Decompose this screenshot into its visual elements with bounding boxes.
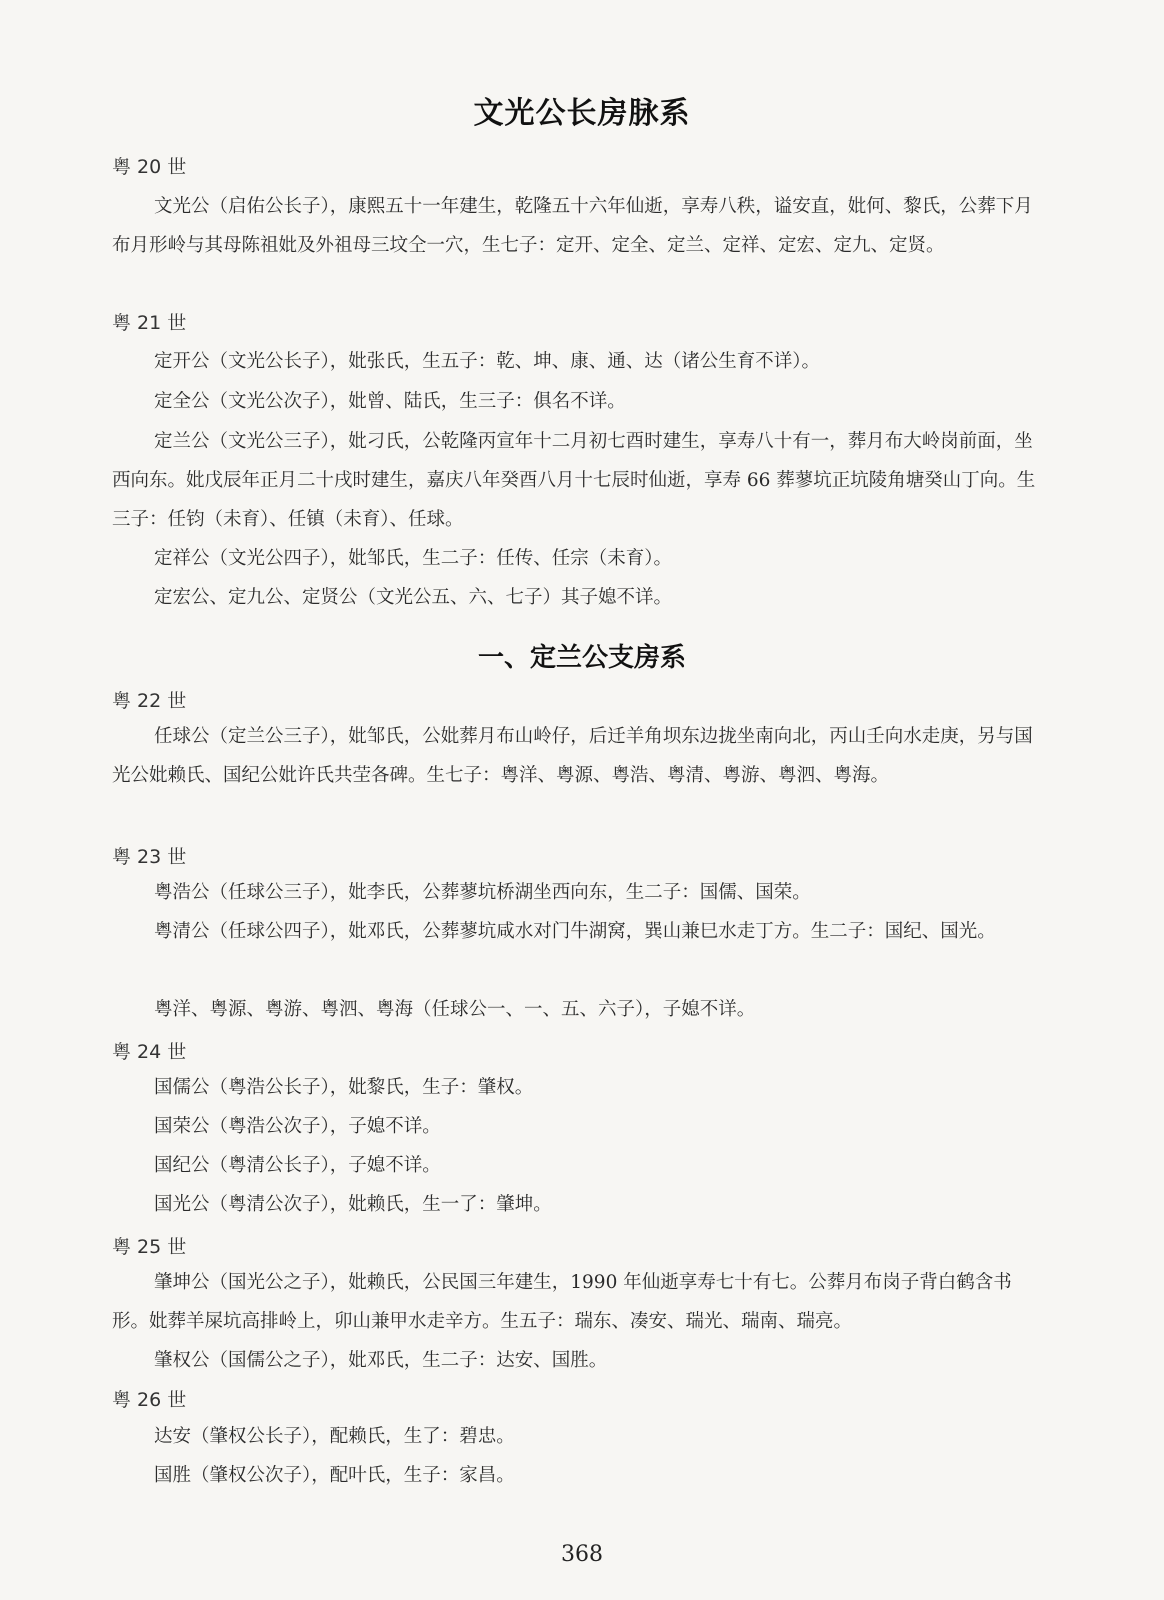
- paragraph: 定兰公（文光公三子），妣刁氏，公乾隆丙宣年十二月初七酉时建生，享寿八十有一，葬月布大岭岗前面，坐西向东。妣戊辰年正月二十戌时建生，嘉庆八年癸酉八月十七辰时仙逝，享寿 66 葬蓼坑正坑陵角塘癸山丁向。生三子：任钧（未育）、任镇（未育）、任球。: [112, 431, 1036, 530]
- paragraph: 达安（肇权公长子），配赖氏，生了：碧忠。: [154, 1426, 515, 1447]
- paragraph: 定开公（文光公长子），妣张氏，生五子：乾、坤、康、通、达（诸公生育不详）。: [154, 351, 821, 372]
- paragraph: 肇权公（国儒公之子），妣邓氏，生二子：达安、国胜。: [154, 1350, 608, 1371]
- paragraph: 定宏公、定九公、定贤公（文光公五、六、七子）其子媳不详。: [154, 587, 673, 608]
- page-title: 文光公长房脉系: [473, 96, 691, 131]
- paragraph: 粤清公（任球公四子），妣邓氏，公葬蓼坑咸水对门牛湖窝，巽山兼巳水走丁方。生二子：国纪、国光。: [154, 921, 996, 942]
- paragraph: 粤浩公（任球公三子），妣李氏，公葬蓼坑桥湖坐西向东，生二子：国儒、国荣。: [154, 882, 811, 903]
- section-title: 一、定兰公支房系: [477, 643, 686, 673]
- paragraph: 定祥公（文光公四子），妣邹氏，生二子：任传、任宗（未育）。: [154, 548, 673, 569]
- paragraph: 任球公（定兰公三子），妣邹氏，公妣葬月布山岭仔，后迁羊角坝东边拢坐南向北，丙山壬向水走庚，另与国光公妣赖氏、国纪公妣许氏共茔各碑。生七子：粤洋、粤源、粤浩、粤清、粤游、粤泗、粤海。: [112, 726, 1033, 786]
- generation-heading: 粤 26 世: [112, 1389, 187, 1411]
- paragraph: 国光公（粤清公次子），妣赖氏，生一了：肇坤。: [154, 1194, 552, 1215]
- generation-heading: 粤 24 世: [112, 1041, 187, 1063]
- paragraph: 国儒公（粤浩公长子），妣黎氏，生子：肇权。: [154, 1077, 534, 1098]
- paragraph: 肇坤公（国光公之子），妣赖氏，公民国三年建生，1990 年仙逝享寿七十有七。公葬月布岗子背白鹤含书形。妣葬羊屎坑高排岭上，卯山兼甲水走辛方。生五子：瑞东、凑安、瑞光、瑞南、瑞亮。: [112, 1272, 1012, 1332]
- generation-heading: 粤 23 世: [112, 846, 187, 868]
- generation-heading: 粤 22 世: [112, 690, 187, 712]
- page-number: 368: [561, 1542, 603, 1567]
- paragraph: 粤洋、粤源、粤游、粤泗、粤海（任球公一、一、五、六子），子媳不详。: [154, 999, 756, 1020]
- generation-heading: 粤 21 世: [112, 312, 187, 334]
- paragraph: 国荣公（粤浩公次子），子媳不详。: [154, 1116, 441, 1137]
- paragraph: 定全公（文光公次子），妣曾、陆氏，生三子：俱名不详。: [154, 391, 626, 412]
- paragraph: 文光公（启佑公长子），康熙五十一年建生，乾隆五十六年仙逝，享寿八秩，谥安直，妣何、黎氏，公葬下月布月形岭与其母陈祖妣及外祖母三坟仝一穴，生七子：定开、定全、定兰、定祥、定宏、定九、定贤。: [112, 196, 1033, 256]
- generation-heading: 粤 20 世: [112, 156, 187, 178]
- paragraph: 国纪公（粤清公长子），子媳不详。: [154, 1155, 441, 1176]
- paragraph: 国胜（肇权公次子），配叶氏，生子：家昌。: [154, 1465, 515, 1486]
- generation-heading: 粤 25 世: [112, 1236, 187, 1258]
